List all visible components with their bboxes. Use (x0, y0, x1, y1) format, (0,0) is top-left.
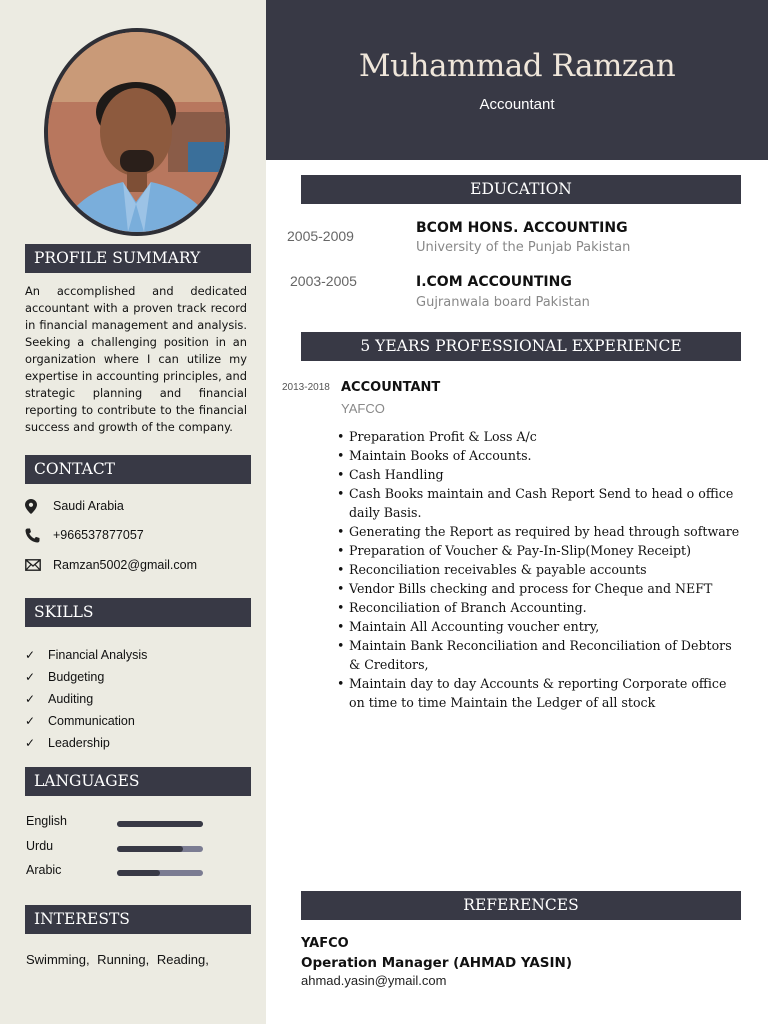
language-level-bar (117, 870, 203, 876)
language-name: English (26, 814, 67, 828)
contact-phone-text: +966537877057 (53, 528, 144, 542)
language-item (25, 814, 225, 834)
header (266, 0, 768, 160)
reference-person: Operation Manager (AHMAD YASIN) (301, 955, 573, 971)
duty-item: • Reconciliation receivables & payable accounts (337, 560, 742, 579)
experience-title: ACCOUNTANT (341, 380, 441, 395)
education-degree: I.COM ACCOUNTING (416, 274, 572, 290)
skill-item: ✓ Budgeting (25, 670, 105, 684)
contact-heading: CONTACT (25, 455, 251, 484)
location-pin-icon (25, 499, 53, 514)
reference-email[interactable]: ahmad.yasin@ymail.com (301, 973, 447, 988)
profile-photo (44, 28, 230, 236)
education-heading: EDUCATION (301, 175, 741, 204)
checkmark-icon: ✓ (25, 670, 36, 684)
language-item (25, 863, 225, 883)
skills-list (25, 644, 147, 754)
duty-item: • Cash Handling (337, 465, 742, 484)
language-level-bar (117, 821, 203, 827)
contact-location-text: Saudi Arabia (53, 499, 124, 513)
duty-item: • Maintain Bank Reconciliation and Reconciliation of Debtors & Creditors, (337, 636, 742, 674)
duty-item: • Cash Books maintain and Cash Report Send to head o office daily Basis. (337, 484, 742, 522)
profile-summary-text: An accomplished and dedicated accountant with a proven track record in financial management and analysis. Seeking a challenging position in an organization where I can utilize my expertise in accounting principles, and strategic planning and financial reporting to contribute to the financial success and growth of the company. (25, 284, 247, 434)
skill-item: ✓ Auditing (25, 692, 94, 706)
phone-icon (25, 528, 53, 543)
candidate-name: Muhammad Ramzan (358, 48, 676, 84)
checkmark-icon: ✓ (25, 692, 36, 706)
duty-item: • Preparation of Voucher & Pay-In-Slip(Money Receipt) (337, 541, 742, 560)
references-heading: REFERENCES (301, 891, 741, 920)
reference-company: YAFCO (301, 936, 349, 951)
experience-years: 2013-2018 (282, 382, 330, 393)
language-level-fill (117, 846, 183, 852)
language-level-fill (117, 870, 160, 876)
duty-item: • Preparation Profit & Loss A/c (337, 427, 742, 446)
language-item (25, 839, 225, 859)
language-name: Arabic (26, 863, 62, 877)
language-name: Urdu (26, 839, 54, 853)
skill-item: ✓ Communication (25, 714, 135, 728)
duty-item: • Maintain Books of Accounts. (337, 446, 742, 465)
envelope-icon (25, 559, 53, 571)
experience-duties (337, 427, 742, 712)
language-level-fill (117, 821, 203, 827)
interests-text: Swimming, Running, Reading, (26, 952, 209, 967)
languages-heading: LANGUAGES (25, 767, 251, 796)
checkmark-icon: ✓ (25, 714, 36, 728)
duty-item: • Maintain All Accounting voucher entry, (337, 617, 742, 636)
contact-email-text: Ramzan5002@gmail.com (53, 558, 198, 572)
experience-heading: 5 YEARS PROFESSIONAL EXPERIENCE (301, 332, 741, 361)
skill-item: ✓ Financial Analysis (25, 648, 148, 662)
profile-summary-heading: PROFILE SUMMARY (25, 244, 251, 273)
duty-item: • Vendor Bills checking and process for Cheque and NEFT (337, 579, 742, 598)
contact-location (25, 496, 124, 516)
experience-company: YAFCO (341, 401, 385, 416)
contact-email[interactable] (25, 555, 197, 575)
education-institution: University of the Punjab Pakistan (416, 240, 631, 255)
education-institution: Gujranwala board Pakistan (416, 295, 590, 310)
skill-item: ✓ Leadership (25, 736, 110, 750)
checkmark-icon: ✓ (25, 648, 36, 662)
education-years: 2005-2009 (287, 228, 354, 244)
duty-item: • Reconciliation of Branch Accounting. (337, 598, 742, 617)
checkmark-icon: ✓ (25, 736, 36, 750)
profile-photo-illustration (48, 32, 226, 232)
skills-heading: SKILLS (25, 598, 251, 627)
interests-heading: INTERESTS (25, 905, 251, 934)
language-level-bar (117, 846, 203, 852)
education-degree: BCOM HONS. ACCOUNTING (416, 220, 628, 236)
contact-phone[interactable] (25, 525, 144, 545)
job-title: Accountant (479, 96, 555, 113)
education-years: 2003-2005 (290, 273, 357, 289)
duty-item: • Maintain day to day Accounts & reporting Corporate office on time to time Maintain the Ledger of all stock (337, 674, 742, 712)
duty-item: • Generating the Report as required by head through software (337, 522, 742, 541)
